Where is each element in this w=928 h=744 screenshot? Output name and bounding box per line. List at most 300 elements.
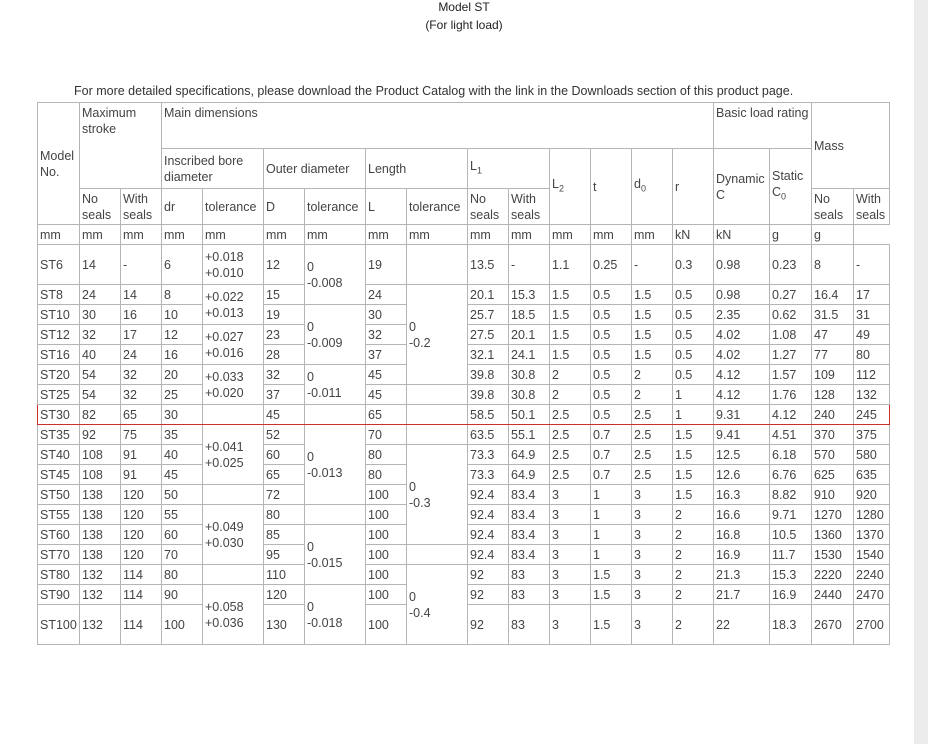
length-tolerance-cell (407, 545, 468, 565)
dr-tolerance-cell-upper: +0.033 (205, 369, 244, 384)
d0-cell: 3 (632, 605, 673, 645)
t-cell: 0.7 (591, 465, 632, 485)
header-r: r (673, 149, 714, 225)
stroke-no-seals-cell: 54 (80, 385, 121, 405)
dr-tolerance-cell-upper: +0.058 (205, 599, 244, 614)
header-length: Length (366, 149, 468, 189)
length-cell: 24 (366, 285, 407, 305)
unit-cell: g (770, 225, 812, 245)
l1-no-seals-cell: 92.4 (468, 525, 509, 545)
t-cell: 1.5 (591, 565, 632, 585)
outer-tolerance-cell-lower: -0.008 (307, 275, 343, 290)
model-cell: ST25 (38, 385, 80, 405)
header-max-stroke: Maximum stroke (80, 103, 162, 189)
static-load-cell: 9.71 (770, 505, 812, 525)
length-cell: 100 (366, 505, 407, 525)
unit-cell: mm (203, 225, 264, 245)
unit-cell: mm (80, 225, 121, 245)
l1-no-seals-cell: 92 (468, 565, 509, 585)
outer-diameter-cell: 72 (264, 485, 305, 505)
outer-tolerance-cell (305, 405, 366, 425)
table-row (38, 545, 890, 565)
d0-cell: 1.5 (632, 325, 673, 345)
model-cell: ST35 (38, 425, 80, 445)
table-row (38, 385, 890, 405)
mass-with-seals-cell: - (854, 245, 890, 285)
unit-cell: mm (550, 225, 591, 245)
dr-tolerance-cell-upper: +0.018 (205, 249, 244, 264)
r-cell: 2 (673, 505, 714, 525)
dr-cell: 6 (162, 245, 203, 285)
stroke-with-seals-cell: 120 (121, 525, 162, 545)
length-cell: 37 (366, 345, 407, 365)
length-cell: 45 (366, 385, 407, 405)
header-main-dimensions: Main dimensions (162, 103, 714, 149)
static-load-cell: 0.62 (770, 305, 812, 325)
header-D-tolerance: tolerance (305, 189, 366, 225)
mass-no-seals-cell: 240 (812, 405, 854, 425)
outer-tolerance-cell-lower: -0.011 (307, 385, 342, 400)
model-cell: ST90 (38, 585, 80, 605)
dr-tolerance-cell-upper: +0.027 (205, 329, 244, 344)
mass-no-seals-cell: 8 (812, 245, 854, 285)
length-cell: 100 (366, 485, 407, 505)
dr-cell: 55 (162, 505, 203, 525)
dynamic-load-cell: 16.6 (714, 505, 770, 525)
dr-tolerance-cell (203, 405, 264, 425)
stroke-no-seals-cell: 138 (80, 505, 121, 525)
l1-no-seals-cell: 92 (468, 585, 509, 605)
mass-with-seals-cell: 31 (854, 305, 890, 325)
dr-tolerance-cell (203, 245, 264, 285)
l2-cell: 1.1 (550, 245, 591, 285)
header-basic-load-rating: Basic load rating (714, 103, 812, 149)
header-l1-no-seals: No seals (468, 189, 509, 225)
outer-diameter-cell: 110 (264, 565, 305, 585)
static-load-cell: 11.7 (770, 545, 812, 565)
header-d0: $d_0$ (632, 149, 673, 225)
l2-cell: 1.5 (550, 345, 591, 365)
r-cell: 1 (673, 385, 714, 405)
unit-cell: mm (162, 225, 203, 245)
dr-cell: 80 (162, 565, 203, 585)
dr-tolerance-cell-lower: +0.030 (205, 535, 244, 550)
r-cell: 1.5 (673, 445, 714, 465)
length-tolerance-cell-upper: 0 (409, 589, 416, 604)
mass-no-seals-cell: 1360 (812, 525, 854, 545)
l2-cell: 3 (550, 545, 591, 565)
l1-with-seals-cell: 83 (509, 605, 550, 645)
length-tolerance-cell-lower: -0.4 (409, 605, 431, 620)
dr-tolerance-cell (203, 285, 264, 325)
t-cell: 1 (591, 485, 632, 505)
mass-with-seals-cell: 375 (854, 425, 890, 445)
l1-with-seals-cell: 30.8 (509, 365, 550, 385)
dynamic-load-cell: 4.12 (714, 365, 770, 385)
stroke-no-seals-cell: 82 (80, 405, 121, 425)
header-outer-diameter: Outer diameter (264, 149, 366, 189)
l1-no-seals-cell: 92.4 (468, 505, 509, 525)
outer-diameter-cell: 65 (264, 465, 305, 485)
model-cell: ST50 (38, 485, 80, 505)
dynamic-load-cell: 0.98 (714, 245, 770, 285)
dr-cell: 25 (162, 385, 203, 405)
dr-cell: 90 (162, 585, 203, 605)
t-cell: 1 (591, 505, 632, 525)
outer-tolerance-cell-lower: -0.015 (307, 555, 343, 570)
stroke-no-seals-cell: 108 (80, 445, 121, 465)
stroke-no-seals-cell: 30 (80, 305, 121, 325)
r-cell: 1.5 (673, 485, 714, 505)
l1-with-seals-cell: 83 (509, 565, 550, 585)
l1-with-seals-cell: 83.4 (509, 505, 550, 525)
r-cell: 0.5 (673, 305, 714, 325)
r-cell: 2 (673, 565, 714, 585)
header-dynamic-c: Dynamic C (714, 149, 770, 225)
length-cell: 32 (366, 325, 407, 345)
stroke-with-seals-cell: 114 (121, 605, 162, 645)
mass-with-seals-cell: 49 (854, 325, 890, 345)
dr-tolerance-cell-lower: +0.010 (205, 265, 244, 280)
length-cell: 100 (366, 545, 407, 565)
mass-with-seals-cell: 1370 (854, 525, 890, 545)
header-t: t (591, 149, 632, 225)
dr-tolerance-cell-lower: +0.013 (205, 305, 244, 320)
outer-tolerance-cell-upper: 0 (307, 449, 314, 464)
dynamic-load-cell: 21.7 (714, 585, 770, 605)
dynamic-load-cell: 4.02 (714, 345, 770, 365)
model-cell: ST60 (38, 525, 80, 545)
table-row (38, 445, 890, 465)
static-load-cell: 18.3 (770, 605, 812, 645)
page-subtitle: (For light load) (425, 18, 503, 32)
l1-no-seals-cell: 32.1 (468, 345, 509, 365)
outer-tolerance-cell-upper: 0 (307, 539, 314, 554)
static-load-cell: 4.12 (770, 405, 812, 425)
dr-tolerance-cell-lower: +0.016 (205, 345, 244, 360)
l1-with-seals-cell: 83 (509, 585, 550, 605)
outer-tolerance-cell (305, 305, 366, 365)
header-mass-no-seals: No seals (812, 189, 854, 225)
dr-tolerance-cell-lower: +0.025 (205, 455, 244, 470)
dr-tolerance-cell (203, 585, 264, 645)
mass-no-seals-cell: 370 (812, 425, 854, 445)
header-stroke-with-seals: With seals (121, 189, 162, 225)
r-cell: 0.5 (673, 285, 714, 305)
outer-tolerance-cell-upper: 0 (307, 319, 314, 334)
r-cell: 2 (673, 525, 714, 545)
dr-cell: 8 (162, 285, 203, 305)
length-tolerance-cell-upper: 0 (409, 479, 416, 494)
l1-with-seals-cell: 20.1 (509, 325, 550, 345)
mass-no-seals-cell: 625 (812, 465, 854, 485)
t-cell: 0.25 (591, 245, 632, 285)
r-cell: 2 (673, 585, 714, 605)
header-D: D (264, 189, 305, 225)
stroke-with-seals-cell: 120 (121, 545, 162, 565)
stroke-with-seals-cell: - (121, 245, 162, 285)
mass-with-seals-cell: 2700 (854, 605, 890, 645)
outer-diameter-cell: 45 (264, 405, 305, 425)
model-cell: ST30 (38, 405, 80, 425)
mass-no-seals-cell: 31.5 (812, 305, 854, 325)
d0-cell: 3 (632, 565, 673, 585)
mass-no-seals-cell: 2220 (812, 565, 854, 585)
l1-with-seals-cell: 64.9 (509, 465, 550, 485)
length-tolerance-cell (407, 285, 468, 385)
catalog-note: For more detailed specifications, please download the Product Catalog with the link in the Downloads section of this product page. (74, 84, 794, 98)
unit-cell: mm (468, 225, 509, 245)
model-cell: ST80 (38, 565, 80, 585)
model-cell: ST8 (38, 285, 80, 305)
units-row (38, 225, 890, 245)
l1-with-seals-cell: 18.5 (509, 305, 550, 325)
header-L: L (366, 189, 407, 225)
stroke-with-seals-cell: 75 (121, 425, 162, 445)
l2-cell: 3 (550, 605, 591, 645)
l2-cell: 3 (550, 565, 591, 585)
dr-tolerance-cell-upper: +0.041 (205, 439, 244, 454)
dr-tolerance-cell (203, 365, 264, 405)
header-stroke-no-seals: No seals (80, 189, 121, 225)
outer-tolerance-cell (305, 425, 366, 505)
static-load-cell: 6.76 (770, 465, 812, 485)
length-tolerance-cell-upper: 0 (409, 319, 416, 334)
dr-cell: 70 (162, 545, 203, 565)
l2-cell: 3 (550, 585, 591, 605)
table-row (38, 425, 890, 445)
unit-cell: mm (305, 225, 366, 245)
t-cell: 0.7 (591, 445, 632, 465)
d0-cell: 3 (632, 485, 673, 505)
model-cell: ST6 (38, 245, 80, 285)
dr-tolerance-cell (203, 485, 264, 505)
stroke-no-seals-cell: 138 (80, 485, 121, 505)
length-tolerance-cell (407, 445, 468, 545)
d0-cell: 3 (632, 545, 673, 565)
static-load-cell: 1.76 (770, 385, 812, 405)
stroke-no-seals-cell: 92 (80, 425, 121, 445)
d0-cell: 2.5 (632, 445, 673, 465)
dr-tolerance-cell (203, 325, 264, 365)
static-load-cell: 0.23 (770, 245, 812, 285)
dr-cell: 20 (162, 365, 203, 385)
d0-cell: 3 (632, 505, 673, 525)
d0-cell: - (632, 245, 673, 285)
d0-cell: 3 (632, 585, 673, 605)
vertical-scrollbar[interactable] (914, 0, 928, 744)
unit-cell: mm (591, 225, 632, 245)
table-row (38, 285, 890, 305)
model-cell: ST16 (38, 345, 80, 365)
stroke-with-seals-cell: 120 (121, 485, 162, 505)
outer-diameter-cell: 37 (264, 385, 305, 405)
outer-diameter-cell: 95 (264, 545, 305, 565)
stroke-no-seals-cell: 138 (80, 545, 121, 565)
stroke-with-seals-cell: 114 (121, 585, 162, 605)
stroke-with-seals-cell: 14 (121, 285, 162, 305)
t-cell: 0.7 (591, 425, 632, 445)
l1-with-seals-cell: 30.8 (509, 385, 550, 405)
mass-no-seals-cell: 910 (812, 485, 854, 505)
outer-diameter-cell: 85 (264, 525, 305, 545)
static-load-cell: 1.27 (770, 345, 812, 365)
length-cell: 19 (366, 245, 407, 285)
r-cell: 0.5 (673, 325, 714, 345)
dynamic-load-cell: 2.35 (714, 305, 770, 325)
l2-cell: 2 (550, 385, 591, 405)
header-l1-with-seals: With seals (509, 189, 550, 225)
outer-tolerance-cell-upper: 0 (307, 369, 314, 384)
mass-with-seals-cell: 1540 (854, 545, 890, 565)
table-row (38, 565, 890, 585)
mass-no-seals-cell: 47 (812, 325, 854, 345)
length-tolerance-cell-lower: -0.2 (409, 335, 431, 350)
length-cell: 70 (366, 425, 407, 445)
dr-cell: 35 (162, 425, 203, 445)
model-cell: ST45 (38, 465, 80, 485)
length-cell: 45 (366, 365, 407, 385)
r-cell: 0.5 (673, 345, 714, 365)
d0-cell: 2.5 (632, 465, 673, 485)
length-tolerance-cell (407, 425, 468, 445)
mass-with-seals-cell: 920 (854, 485, 890, 505)
dr-cell: 45 (162, 465, 203, 485)
length-cell: 100 (366, 565, 407, 585)
outer-diameter-cell: 15 (264, 285, 305, 305)
dynamic-load-cell: 0.98 (714, 285, 770, 305)
model-cell: ST20 (38, 365, 80, 385)
dr-tolerance-cell (203, 505, 264, 565)
unit-cell: mm (121, 225, 162, 245)
outer-diameter-cell: 28 (264, 345, 305, 365)
dr-tolerance-cell-lower: +0.036 (205, 615, 244, 630)
r-cell: 0.5 (673, 365, 714, 385)
page-title: Model ST (438, 0, 490, 14)
length-cell: 80 (366, 445, 407, 465)
header-l2: $L_2$ (550, 149, 591, 225)
l1-no-seals-cell: 39.8 (468, 385, 509, 405)
outer-tolerance-cell-lower: -0.018 (307, 615, 343, 630)
dr-cell: 50 (162, 485, 203, 505)
outer-tolerance-cell (305, 505, 366, 525)
outer-diameter-cell: 60 (264, 445, 305, 465)
model-cell: ST40 (38, 445, 80, 465)
l2-cell: 3 (550, 485, 591, 505)
dynamic-load-cell: 22 (714, 605, 770, 645)
stroke-no-seals-cell: 108 (80, 465, 121, 485)
mass-with-seals-cell: 2470 (854, 585, 890, 605)
length-cell: 30 (366, 305, 407, 325)
t-cell: 0.5 (591, 365, 632, 385)
l1-no-seals-cell: 73.3 (468, 465, 509, 485)
l2-cell: 1.5 (550, 285, 591, 305)
model-cell: ST100 (38, 605, 80, 645)
stroke-with-seals-cell: 16 (121, 305, 162, 325)
length-tolerance-cell (407, 405, 468, 425)
header-L-tolerance: tolerance (407, 189, 468, 225)
static-load-cell: 1.08 (770, 325, 812, 345)
l2-cell: 2.5 (550, 405, 591, 425)
static-load-cell: 6.18 (770, 445, 812, 465)
stroke-with-seals-cell: 91 (121, 465, 162, 485)
t-cell: 1 (591, 545, 632, 565)
d0-cell: 1.5 (632, 345, 673, 365)
length-cell: 80 (366, 465, 407, 485)
outer-diameter-cell: 120 (264, 585, 305, 605)
length-cell: 100 (366, 525, 407, 545)
l2-cell: 1.5 (550, 305, 591, 325)
r-cell: 1.5 (673, 425, 714, 445)
d0-cell: 2 (632, 365, 673, 385)
length-tolerance-cell (407, 565, 468, 645)
l2-cell: 3 (550, 505, 591, 525)
mass-with-seals-cell: 635 (854, 465, 890, 485)
l1-no-seals-cell: 92.4 (468, 545, 509, 565)
stroke-with-seals-cell: 32 (121, 385, 162, 405)
outer-diameter-cell: 19 (264, 305, 305, 325)
stroke-with-seals-cell: 114 (121, 565, 162, 585)
dr-tolerance-cell-upper: +0.022 (205, 289, 244, 304)
dynamic-load-cell: 16.8 (714, 525, 770, 545)
dr-cell: 60 (162, 525, 203, 545)
dr-cell: 40 (162, 445, 203, 465)
l1-no-seals-cell: 25.7 (468, 305, 509, 325)
l1-with-seals-cell: 15.3 (509, 285, 550, 305)
mass-with-seals-cell: 2240 (854, 565, 890, 585)
t-cell: 0.5 (591, 385, 632, 405)
l1-with-seals-cell: 50.1 (509, 405, 550, 425)
model-cell: ST12 (38, 325, 80, 345)
static-load-cell: 4.51 (770, 425, 812, 445)
mass-no-seals-cell: 1530 (812, 545, 854, 565)
dynamic-load-cell: 9.31 (714, 405, 770, 425)
header-l1: $L_1$ (468, 149, 550, 189)
mass-no-seals-cell: 2670 (812, 605, 854, 645)
table-row (38, 245, 890, 285)
mass-with-seals-cell: 580 (854, 445, 890, 465)
mass-with-seals-cell: 17 (854, 285, 890, 305)
l2-cell: 1.5 (550, 325, 591, 345)
r-cell: 1.5 (673, 465, 714, 485)
l1-with-seals-cell: - (509, 245, 550, 285)
length-tolerance-cell (407, 245, 468, 285)
static-load-cell: 10.5 (770, 525, 812, 545)
outer-diameter-cell: 130 (264, 605, 305, 645)
dynamic-load-cell: 4.12 (714, 385, 770, 405)
outer-diameter-cell: 23 (264, 325, 305, 345)
d0-cell: 1.5 (632, 305, 673, 325)
dr-tolerance-cell (203, 425, 264, 485)
t-cell: 1.5 (591, 585, 632, 605)
l1-no-seals-cell: 39.8 (468, 365, 509, 385)
mass-with-seals-cell: 112 (854, 365, 890, 385)
stroke-with-seals-cell: 65 (121, 405, 162, 425)
dr-cell: 12 (162, 325, 203, 345)
static-load-cell: 1.57 (770, 365, 812, 385)
dynamic-load-cell: 4.02 (714, 325, 770, 345)
l1-no-seals-cell: 27.5 (468, 325, 509, 345)
d0-cell: 2 (632, 385, 673, 405)
dynamic-load-cell: 12.5 (714, 445, 770, 465)
length-cell: 65 (366, 405, 407, 425)
outer-tolerance-cell (305, 365, 366, 405)
outer-diameter-cell: 52 (264, 425, 305, 445)
r-cell: 2 (673, 545, 714, 565)
header-inscribed-bore: Inscribed bore diameter (162, 149, 264, 189)
stroke-no-seals-cell: 14 (80, 245, 121, 285)
d0-cell: 2.5 (632, 405, 673, 425)
